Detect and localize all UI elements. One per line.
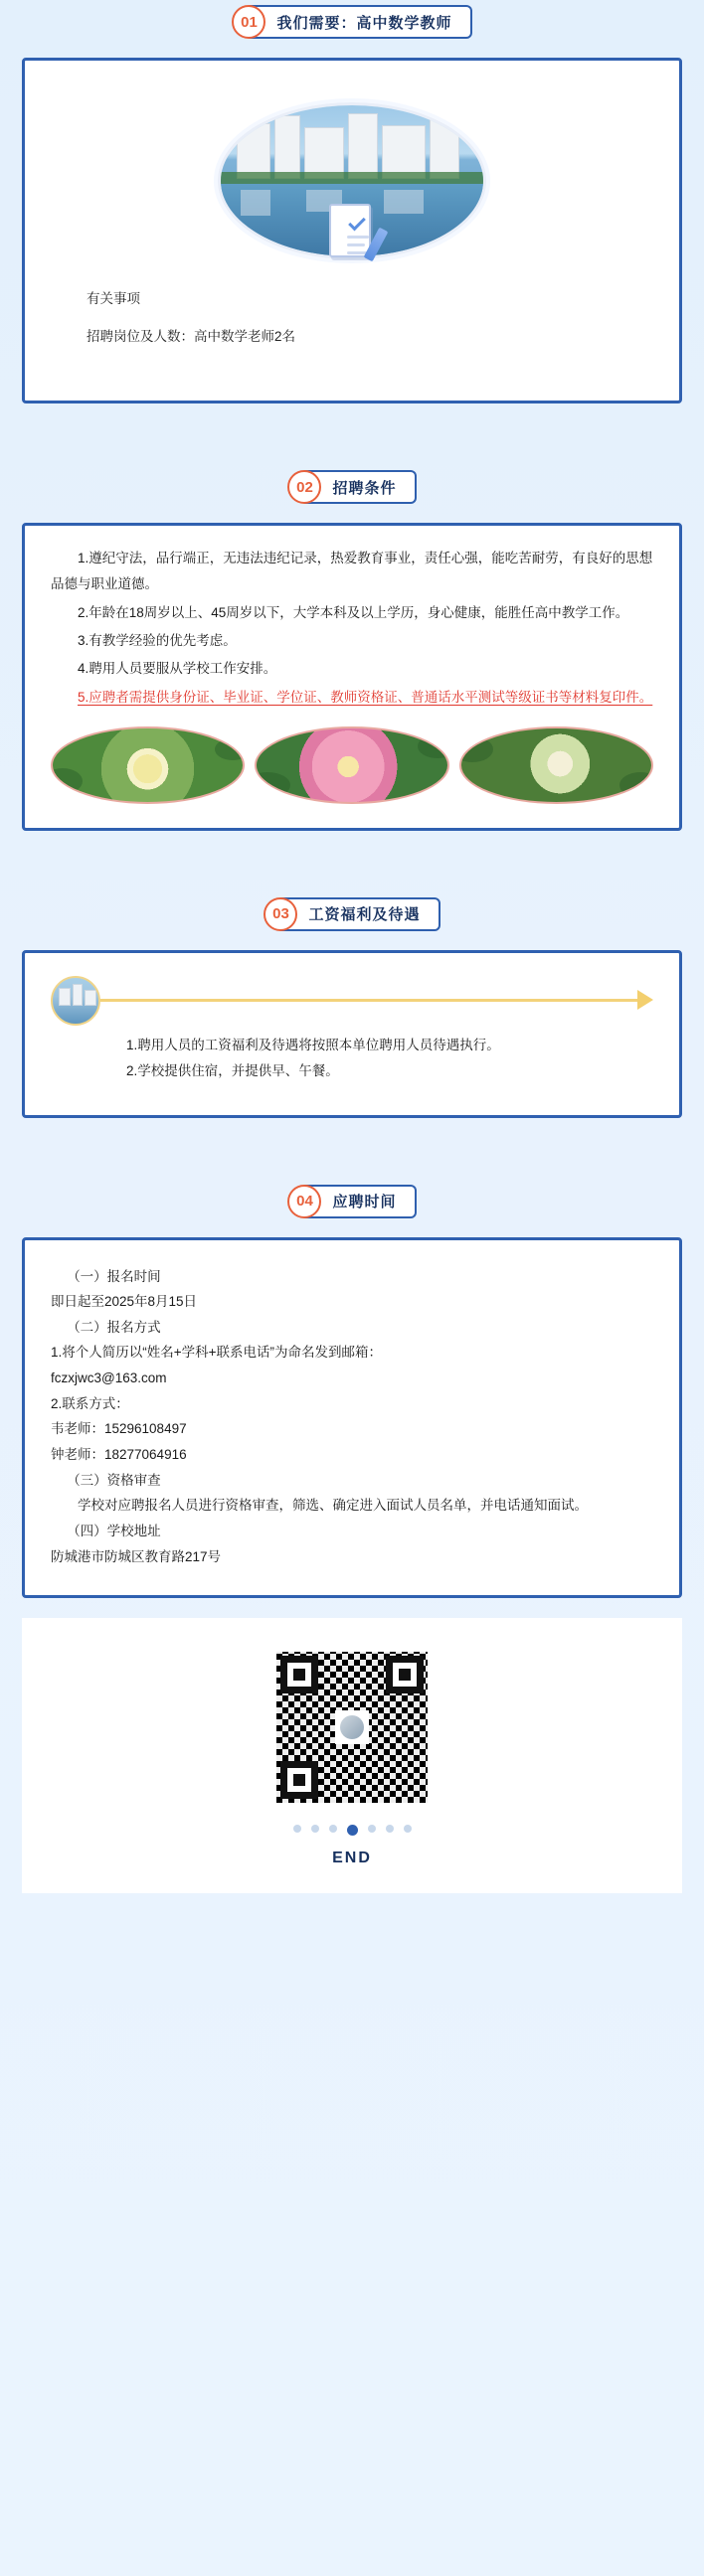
end-label: END (332, 1850, 372, 1867)
apply-line: 1.将个人简历以“姓名+学科+联系电话”为命名发到邮箱： (51, 1345, 383, 1361)
hero-image-wrap (25, 86, 679, 275)
benefit-item: 2.学校提供住宿，并提供早、午餐。 (126, 1063, 339, 1079)
qr-card (22, 1618, 682, 1893)
document-icon (321, 200, 383, 269)
section-header-02 (0, 465, 704, 509)
flower-photo-row (51, 726, 653, 804)
section-card-04 (22, 1237, 682, 1599)
apply-line: （二）报名方式 (67, 1319, 161, 1335)
benefit-item: 1.聘用人员的工资福利及待遇将按照本单位聘用人员待遇执行。 (126, 1037, 500, 1052)
section-number-badge: 01 (232, 5, 265, 39)
campus-thumbnail (51, 976, 100, 1026)
contact-wei: 韦老师：15296108497 (51, 1421, 187, 1437)
section-03-text (51, 1023, 653, 1085)
section-number-badge: 02 (287, 470, 321, 504)
section-title: 应聘时间 (304, 1185, 416, 1218)
dot[interactable] (368, 1825, 376, 1833)
qr-finder-icon (386, 1656, 424, 1693)
dot[interactable] (329, 1825, 337, 1833)
qr-center-logo (335, 1710, 369, 1744)
apply-line: （四）学校地址 (67, 1523, 161, 1538)
requirement-item: 4.聘用人员要服从学校工作安排。 (78, 661, 277, 677)
qr-finder-icon (280, 1656, 318, 1693)
apply-line: （一）报名时间 (67, 1268, 161, 1284)
requirement-item-highlight: 5.应聘者需提供身份证、毕业证、学位证、教师资格证、普通话水平测试等级证书等材料复印件。 (78, 689, 653, 705)
section-header-04 (0, 1180, 704, 1223)
section-number-badge: 03 (264, 897, 297, 931)
apply-line: 学校对应聘报名人员进行资格审查，筛选、确定进入面试人员名单，并电话通知面试。 (78, 1498, 588, 1514)
qr-finder-icon (280, 1761, 318, 1799)
requirement-item: 1.遵纪守法，品行端正，无违法违纪记录，热爱教育事业，责任心强，能吃苦耐劳，有良好的思想品德与职业道德。 (51, 551, 653, 592)
section-title: 工资福利及待遇 (280, 897, 440, 931)
qr-code-image[interactable] (276, 1652, 428, 1803)
arrow-bar (77, 999, 639, 1002)
section-header-03 (0, 892, 704, 936)
apply-line: 即日起至2025年8月15日 (51, 1294, 198, 1310)
matters-label: 有关事项 (87, 291, 140, 306)
section-header-01 (0, 0, 704, 44)
carousel-dots[interactable] (22, 1825, 682, 1836)
dot[interactable] (404, 1825, 412, 1833)
dot[interactable] (311, 1825, 319, 1833)
requirement-item: 3.有教学经验的优先考虑。 (78, 632, 237, 648)
section-card-01 (22, 58, 682, 403)
arrow-decoration (51, 979, 653, 1023)
apply-email: fczxjwc3@163.com (51, 1370, 167, 1386)
dot-active[interactable] (347, 1825, 358, 1836)
section-title: 我们需要：高中数学教师 (249, 5, 471, 39)
section-title: 招聘条件 (304, 470, 416, 504)
arrow-head-icon (637, 990, 653, 1010)
flower-photo (51, 726, 245, 804)
contact-zhong: 钟老师：18277064916 (51, 1446, 187, 1462)
position-count: 招聘岗位及人数：高中数学老师2名 (87, 329, 296, 345)
section-number-badge: 04 (287, 1185, 321, 1218)
school-address: 防城港市防城区教育路217号 (51, 1548, 222, 1564)
section-card-03 (22, 950, 682, 1118)
flower-photo (459, 726, 653, 804)
dot[interactable] (386, 1825, 394, 1833)
flower-photo (255, 726, 448, 804)
apply-line: 2.联系方式： (51, 1395, 129, 1411)
requirement-item: 2.年龄在18周岁以上、45周岁以下，大学本科及以上学历，身心健康，能胜任高中教学工作。 (78, 604, 629, 620)
apply-line: （三）资格审查 (67, 1472, 161, 1488)
section-01-text (25, 275, 679, 354)
dot[interactable] (293, 1825, 301, 1833)
section-card-02 (22, 523, 682, 831)
